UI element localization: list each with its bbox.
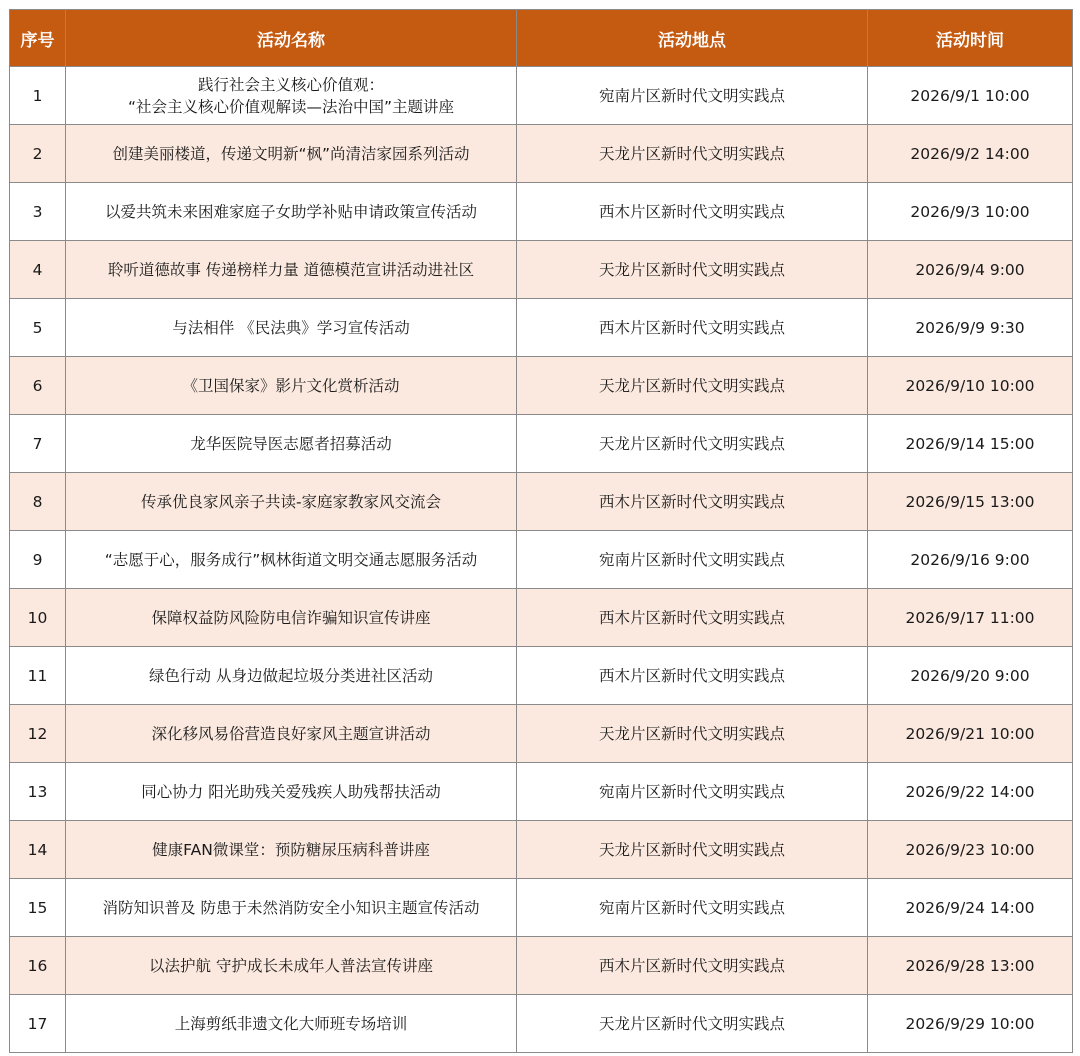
cell-activity-time: 2026/9/24 14:00 xyxy=(868,879,1073,937)
cell-activity-time: 2026/9/15 13:00 xyxy=(868,473,1073,531)
table-row xyxy=(10,647,1073,705)
cell-activity-place: 天龙片区新时代文明实践点 xyxy=(517,705,868,763)
cell-activity-name: 以法护航 守护成长未成年人普法宣传讲座 xyxy=(66,937,517,995)
cell-serial: 3 xyxy=(10,183,66,241)
cell-activity-name: 聆听道德故事 传递榜样力量 道德模范宣讲活动进社区 xyxy=(66,241,517,299)
cell-activity-name: “志愿于心，服务成行”枫林街道文明交通志愿服务活动 xyxy=(66,531,517,589)
cell-activity-time: 2026/9/17 11:00 xyxy=(868,589,1073,647)
cell-activity-name-line: 践行社会主义核心价值观： xyxy=(197,75,384,94)
cell-serial: 12 xyxy=(10,705,66,763)
cell-activity-place: 天龙片区新时代文明实践点 xyxy=(517,357,868,415)
table-row xyxy=(10,589,1073,647)
cell-serial: 8 xyxy=(10,473,66,531)
header-serial: 序号 xyxy=(10,10,66,67)
cell-activity-time: 2026/9/21 10:00 xyxy=(868,705,1073,763)
table-row xyxy=(10,415,1073,473)
cell-activity-name: 《卫国保家》影片文化赏析活动 xyxy=(66,357,517,415)
cell-activity-time: 2026/9/9 9:30 xyxy=(868,299,1073,357)
cell-activity-place: 天龙片区新时代文明实践点 xyxy=(517,241,868,299)
cell-activity-name: 龙华医院导医志愿者招募活动 xyxy=(66,415,517,473)
cell-activity-place: 西木片区新时代文明实践点 xyxy=(517,299,868,357)
cell-activity-name: 保障权益防风险防电信诈骗知识宣传讲座 xyxy=(66,589,517,647)
table-row xyxy=(10,299,1073,357)
cell-serial: 9 xyxy=(10,531,66,589)
cell-serial: 14 xyxy=(10,821,66,879)
table-row xyxy=(10,67,1073,125)
table-body xyxy=(10,67,1073,1053)
cell-activity-time: 2026/9/3 10:00 xyxy=(868,183,1073,241)
cell-serial: 5 xyxy=(10,299,66,357)
table-row xyxy=(10,763,1073,821)
cell-activity-time: 2026/9/16 9:00 xyxy=(868,531,1073,589)
table-row xyxy=(10,183,1073,241)
cell-activity-time: 2026/9/23 10:00 xyxy=(868,821,1073,879)
cell-activity-name: 深化移风易俗营造良好家风主题宣讲活动 xyxy=(66,705,517,763)
cell-serial: 7 xyxy=(10,415,66,473)
cell-activity-time: 2026/9/29 10:00 xyxy=(868,995,1073,1053)
cell-activity-time: 2026/9/22 14:00 xyxy=(868,763,1073,821)
table-row xyxy=(10,879,1073,937)
cell-activity-place: 西木片区新时代文明实践点 xyxy=(517,937,868,995)
cell-activity-name: 与法相伴 《民法典》学习宣传活动 xyxy=(66,299,517,357)
activity-table xyxy=(9,9,1073,1053)
cell-activity-name xyxy=(66,67,517,125)
table-row xyxy=(10,125,1073,183)
cell-activity-place: 西木片区新时代文明实践点 xyxy=(517,589,868,647)
cell-activity-time: 2026/9/4 9:00 xyxy=(868,241,1073,299)
table-row xyxy=(10,705,1073,763)
cell-activity-time: 2026/9/28 13:00 xyxy=(868,937,1073,995)
cell-activity-name: 健康FAN微课堂：预防糖尿压病科普讲座 xyxy=(66,821,517,879)
header-activity-place: 活动地点 xyxy=(517,10,868,67)
activity-schedule-sheet xyxy=(9,9,1072,1053)
cell-serial: 16 xyxy=(10,937,66,995)
cell-activity-time: 2026/9/20 9:00 xyxy=(868,647,1073,705)
cell-activity-name: 绿色行动 从身边做起垃圾分类进社区活动 xyxy=(66,647,517,705)
cell-activity-place: 宛南片区新时代文明实践点 xyxy=(517,67,868,125)
cell-activity-place: 西木片区新时代文明实践点 xyxy=(517,183,868,241)
cell-activity-place: 天龙片区新时代文明实践点 xyxy=(517,415,868,473)
table-row xyxy=(10,821,1073,879)
table-row xyxy=(10,937,1073,995)
cell-activity-place: 宛南片区新时代文明实践点 xyxy=(517,531,868,589)
cell-activity-name: 上海剪纸非遗文化大师班专场培训 xyxy=(66,995,517,1053)
table-row xyxy=(10,357,1073,415)
cell-activity-name: 传承优良家风亲子共读-家庭家教家风交流会 xyxy=(66,473,517,531)
cell-serial: 17 xyxy=(10,995,66,1053)
cell-activity-time: 2026/9/14 15:00 xyxy=(868,415,1073,473)
cell-serial: 11 xyxy=(10,647,66,705)
table-row xyxy=(10,473,1073,531)
cell-activity-time: 2026/9/1 10:00 xyxy=(868,67,1073,125)
cell-serial: 6 xyxy=(10,357,66,415)
cell-activity-place: 天龙片区新时代文明实践点 xyxy=(517,995,868,1053)
cell-activity-name: 以爱共筑未来困难家庭子女助学补贴申请政策宣传活动 xyxy=(66,183,517,241)
cell-activity-place: 西木片区新时代文明实践点 xyxy=(517,647,868,705)
cell-activity-time: 2026/9/10 10:00 xyxy=(868,357,1073,415)
cell-activity-place: 天龙片区新时代文明实践点 xyxy=(517,821,868,879)
cell-serial: 2 xyxy=(10,125,66,183)
table-row xyxy=(10,241,1073,299)
cell-activity-time: 2026/9/2 14:00 xyxy=(868,125,1073,183)
cell-serial: 13 xyxy=(10,763,66,821)
cell-serial: 10 xyxy=(10,589,66,647)
table-row xyxy=(10,995,1073,1053)
cell-serial: 15 xyxy=(10,879,66,937)
cell-activity-place: 宛南片区新时代文明实践点 xyxy=(517,879,868,937)
header-activity-time: 活动时间 xyxy=(868,10,1073,67)
cell-activity-place: 西木片区新时代文明实践点 xyxy=(517,473,868,531)
cell-activity-place: 天龙片区新时代文明实践点 xyxy=(517,125,868,183)
cell-serial: 1 xyxy=(10,67,66,125)
cell-activity-name: 创建美丽楼道，传递文明新“枫”尚清洁家园系列活动 xyxy=(66,125,517,183)
cell-activity-name: 同心协力 阳光助残关爱残疾人助残帮扶活动 xyxy=(66,763,517,821)
table-header-row xyxy=(10,10,1073,67)
cell-activity-place: 宛南片区新时代文明实践点 xyxy=(517,763,868,821)
cell-activity-name-line: “社会主义核心价值观解读—法治中国”主题讲座 xyxy=(127,97,455,116)
cell-serial: 4 xyxy=(10,241,66,299)
table-row xyxy=(10,531,1073,589)
header-activity-name: 活动名称 xyxy=(66,10,517,67)
cell-activity-name: 消防知识普及 防患于未然消防安全小知识主题宣传活动 xyxy=(66,879,517,937)
